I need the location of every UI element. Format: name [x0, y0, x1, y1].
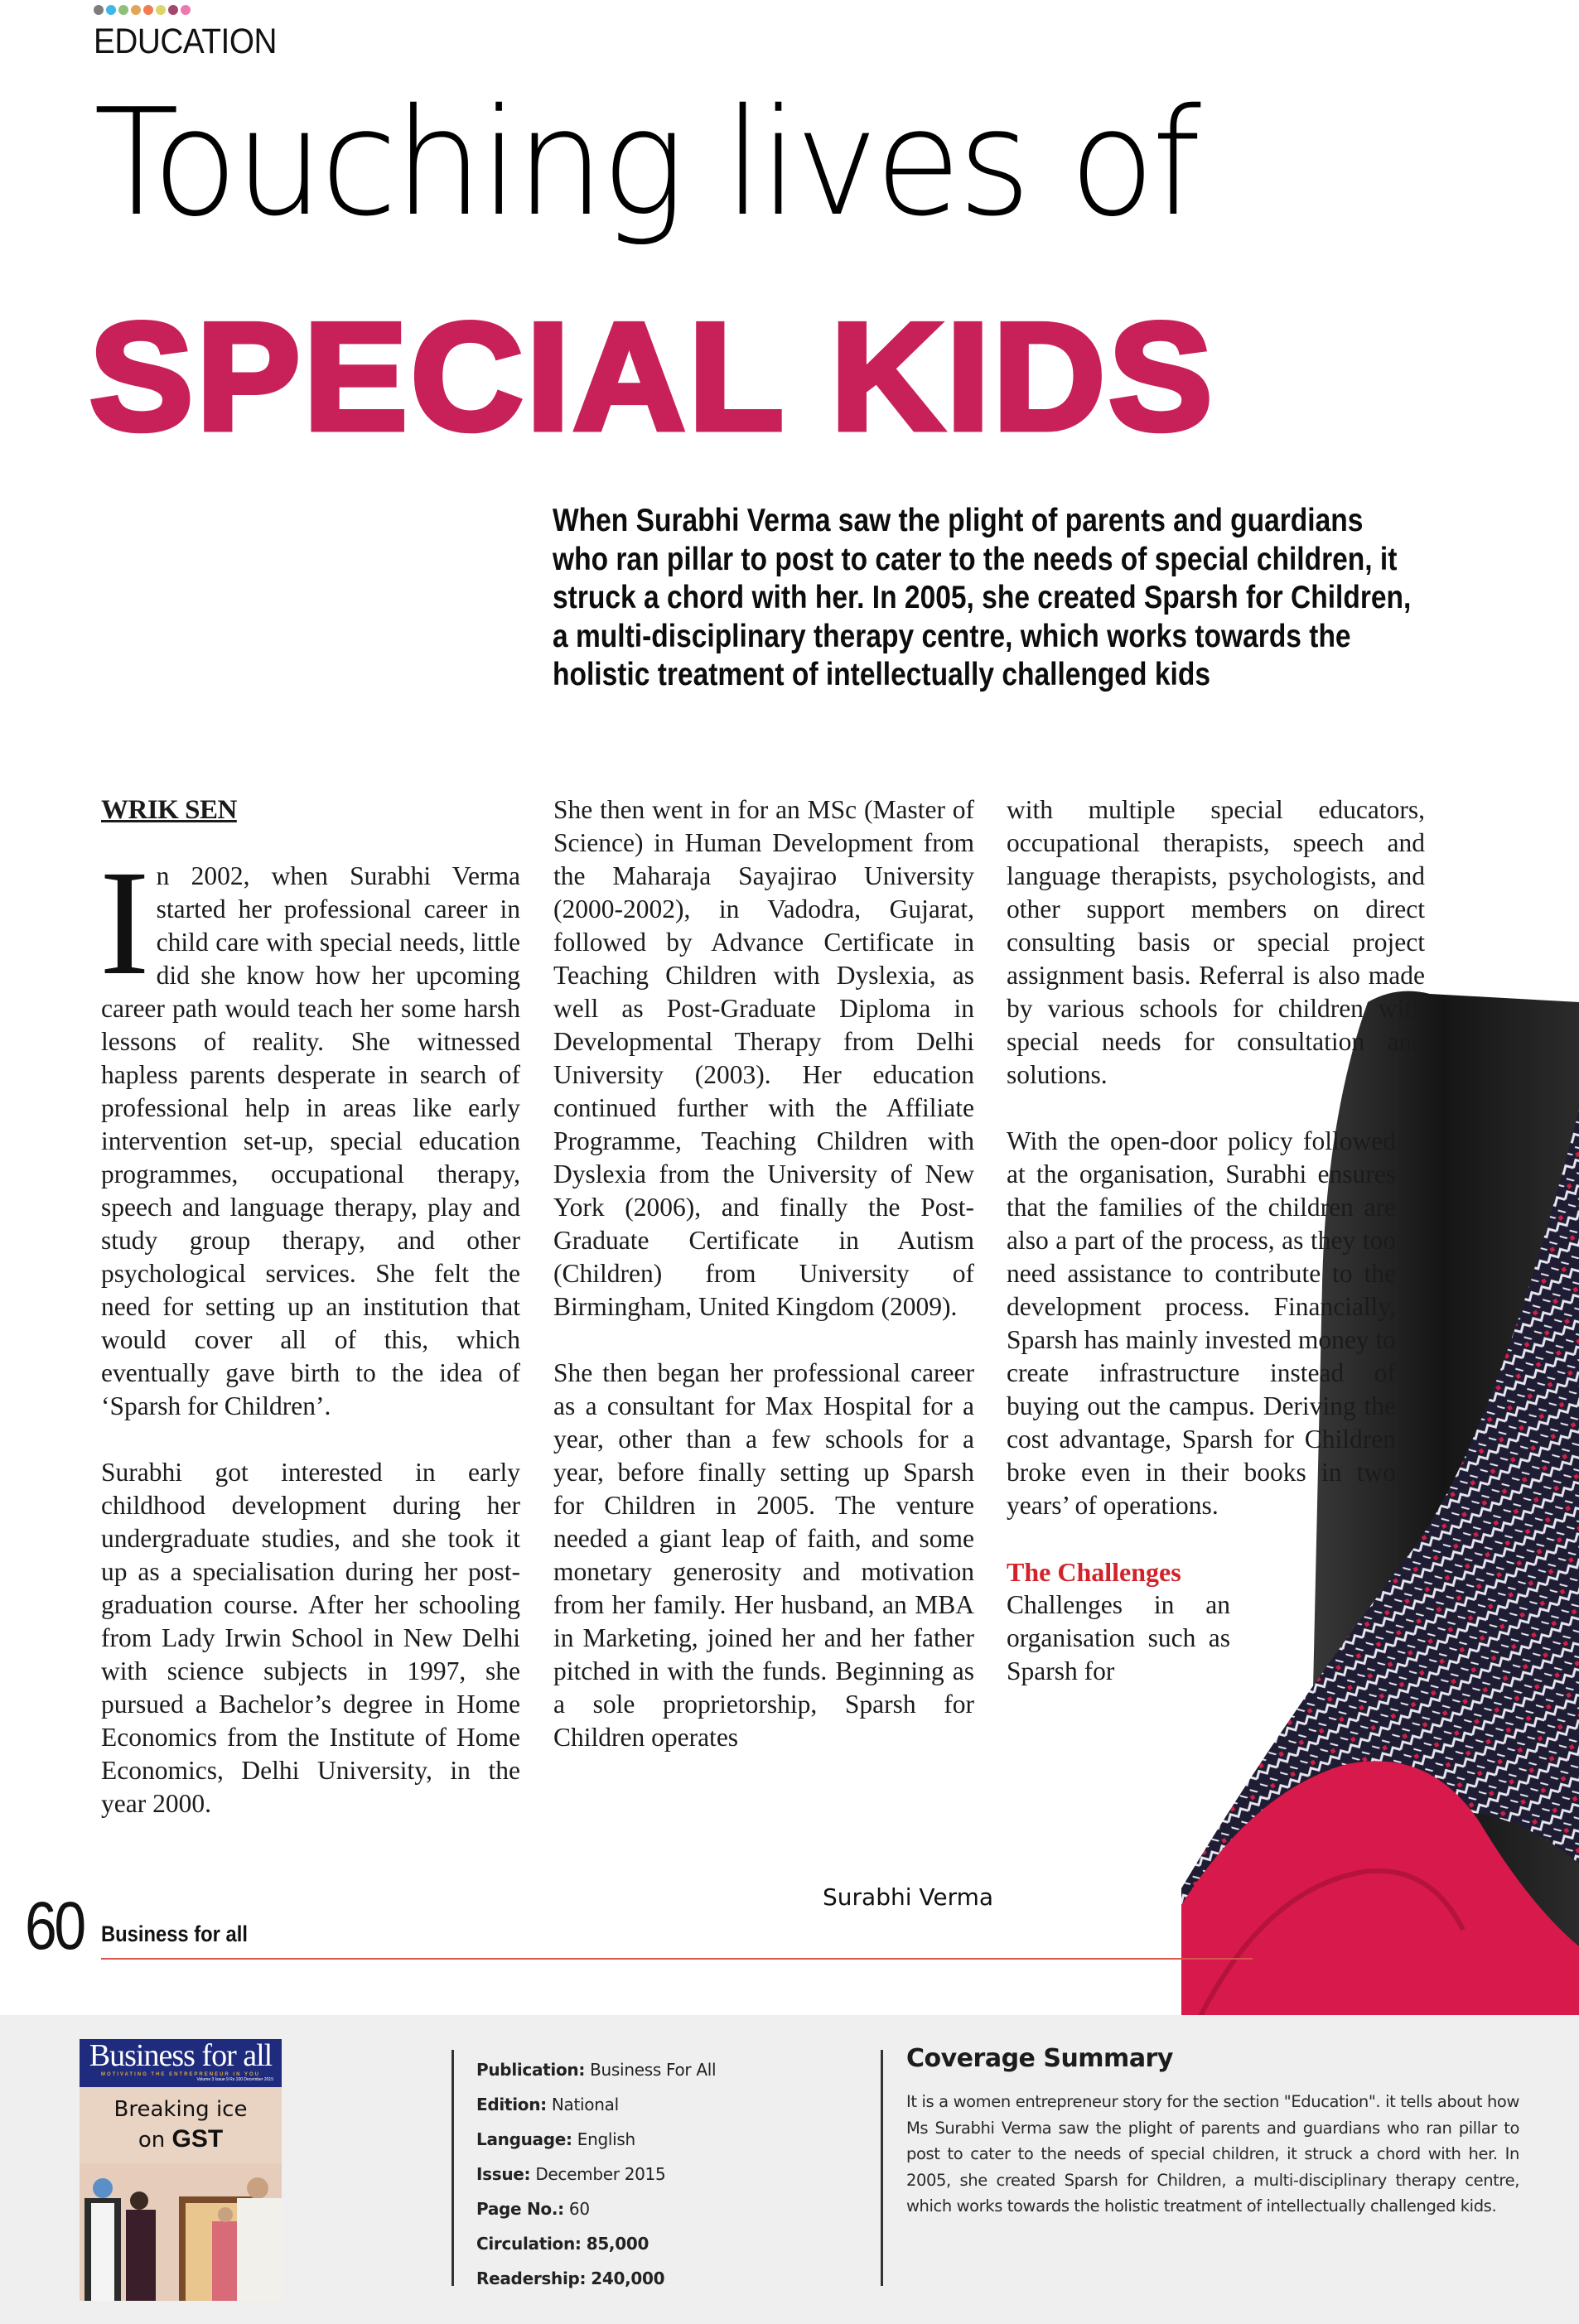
meta-value: 60: [568, 2199, 590, 2219]
article-column-2: [553, 793, 974, 1754]
dot-icon: [143, 5, 153, 15]
meta-value: 85,000: [586, 2234, 649, 2254]
cover-headline-bold: GST: [171, 2125, 224, 2153]
section-color-dots: [94, 5, 191, 15]
meta-label: Circulation:: [476, 2234, 582, 2254]
byline: WRIK SEN: [101, 795, 237, 825]
section-label: EDUCATION: [94, 22, 277, 61]
meta-readership: [476, 2261, 716, 2296]
footer-divider: [101, 1958, 1253, 1960]
meta-edition: [476, 2087, 716, 2122]
page-number: 60: [25, 1888, 84, 1964]
paragraph: Challenges in an organisation such as Sparsh for: [1007, 1590, 1230, 1685]
dot-icon: [156, 5, 166, 15]
dot-icon: [118, 5, 128, 15]
meta-label: Language:: [476, 2129, 572, 2149]
dot-icon: [94, 5, 104, 15]
dot-icon: [181, 5, 191, 15]
meta-language: [476, 2122, 716, 2157]
cover-headline: Breaking ice: [113, 2097, 248, 2122]
publication-metadata: [451, 2050, 885, 2286]
meta-page-no: [476, 2191, 716, 2226]
meta-value: English: [577, 2129, 635, 2149]
meta-label: Publication:: [476, 2060, 586, 2080]
dot-icon: [168, 5, 178, 15]
cover-headline: [80, 2125, 282, 2153]
meta-label: Readership:: [476, 2269, 587, 2288]
meta-label: Issue:: [476, 2164, 531, 2184]
meta-value: December 2015: [535, 2164, 666, 2184]
meta-value: Business For All: [590, 2060, 717, 2080]
paragraph: She then went in for an MSc (Master of Science) in Human Development from the Maharaja Sayajirao University (2000-2002), in Vadodra, Gujarat, followed by Advance Certificate in Teaching Children with Dyslexia, as well as Post-Graduate Diploma in Developmental Therapy from Delhi University (2003). Her education continued further with the Affiliate Programme, Teaching Children with Dyslexia from the University of New York (2006), and finally the Post-Graduate Certificate in Autism (Children) from University of Birmingham, United Kingdom (2009).: [553, 795, 974, 1321]
publication-name: Business for all: [101, 1921, 248, 1946]
cover-tagline: MOTIVATING THE ENTREPRENEUR IN YOU: [100, 2072, 260, 2077]
panel-divider: [881, 2050, 883, 2286]
meta-label: Page No.:: [476, 2199, 564, 2219]
headline-line-1: Touching lives of: [94, 77, 1199, 248]
standfirst: When Surabhi Verma saw the plight of parents and guardians who ran pillar to post to cater to the needs of special children, it struck a chord with her. In 2005, she created Sparsh for Children, a multi-disciplinary therapy centre, which works towards the holistic treatment of intellectually challenged kids: [553, 503, 1412, 692]
cover-headline-prefix: on: [138, 2128, 166, 2153]
cover-issue-line: Volume 3 Issue 9 Rs 100 December 2015: [196, 2077, 273, 2082]
meta-circulation: [476, 2226, 716, 2261]
meta-value: 240,000: [591, 2269, 665, 2288]
paragraph: with multiple special educators, occupational therapists, speech and language therapists, psychologists, and other support members on direct consulting basis or special project assignment basis. Referral is also made by various schools for children with special needs for consultation and solutions.: [1007, 795, 1425, 1089]
magazine-cover-thumbnail: [80, 2039, 282, 2301]
article-column-3: [1007, 793, 1425, 1688]
dot-icon: [106, 5, 116, 15]
meta-label: Edition:: [476, 2095, 547, 2114]
photo-caption: Surabhi Verma: [823, 1883, 994, 1911]
headline-line-2: SPECIAL KIDS: [89, 291, 1216, 461]
subheading: The Challenges: [1007, 1557, 1181, 1587]
cover-title: Business for all: [89, 2039, 273, 2073]
coverage-summary-text: It is a women entrepreneur story for the section "Education". it tells about how Ms Surabhi Verma saw the plight of parents and guardians who ran pillar to post to cater to the needs of special children, it struck a chord with her. In 2005, she created Sparsh for Children, a multi-disciplinary therapy centre, which works towards the holistic treatment of intellectually challenged kids.: [906, 2092, 1519, 2216]
paragraph: She then began her professional career as a consultant for Max Hospital for a year, other than a few schools for a year, before finally setting up Sparsh for Children in 2005. The venture needed a giant leap of faith, and some monetary generosity and motivation from her family. Her husband, an MBA in Marketing, joined her and her father pitched in with the funds. Beginning as a sole proprietorship, Sparsh for Children operates: [553, 1358, 974, 1752]
metadata-list: [476, 2052, 716, 2296]
paragraph: With the open-door policy followed at the organisation, Surabhi ensures that the families of the children are also a part of the process, as they too need assistance to contribute to the development process. Financially, Sparsh has mainly invested money to create infrastructure instead of buying out the campus. Deriving the cost advantage, Sparsh for Children broke even in their books in two years’ of operations.: [1007, 1126, 1396, 1520]
drop-cap: I: [99, 840, 150, 1006]
paragraph: n 2002, when Surabhi Verma started her professional career in child care with special needs, little did she know how her upcoming career path would teach her some harsh lessons of reality. She witnessed hapless parents desperate in search of professional help in areas like early intervention set-up, special education programmes, occupational therapy, speech and language therapy, play and study group therapy, and other psychological services. She felt the need for setting up an institution that would cover all of this, which eventually gave birth to the idea of ‘Sparsh for Children’.: [101, 861, 520, 1420]
dot-icon: [131, 5, 141, 15]
cover-masthead: [80, 2039, 282, 2087]
meta-publication: [476, 2052, 716, 2087]
article-column-1: [101, 793, 520, 1820]
paragraph: Surabhi got interested in early childhood development during her undergraduate studies, and she took it up as a specialisation during her post-graduation course. After her schooling from Lady Irwin School in New Delhi with science subjects in 1997, she pursued a Bachelor’s degree in Home Economics from the Institute of Home Economics, Delhi University, in the year 2000.: [101, 1458, 520, 1818]
cover-photo: [80, 2163, 282, 2301]
meta-issue: [476, 2157, 716, 2191]
coverage-summary-title: Coverage Summary: [906, 2044, 1173, 2073]
meta-value: National: [551, 2095, 619, 2114]
